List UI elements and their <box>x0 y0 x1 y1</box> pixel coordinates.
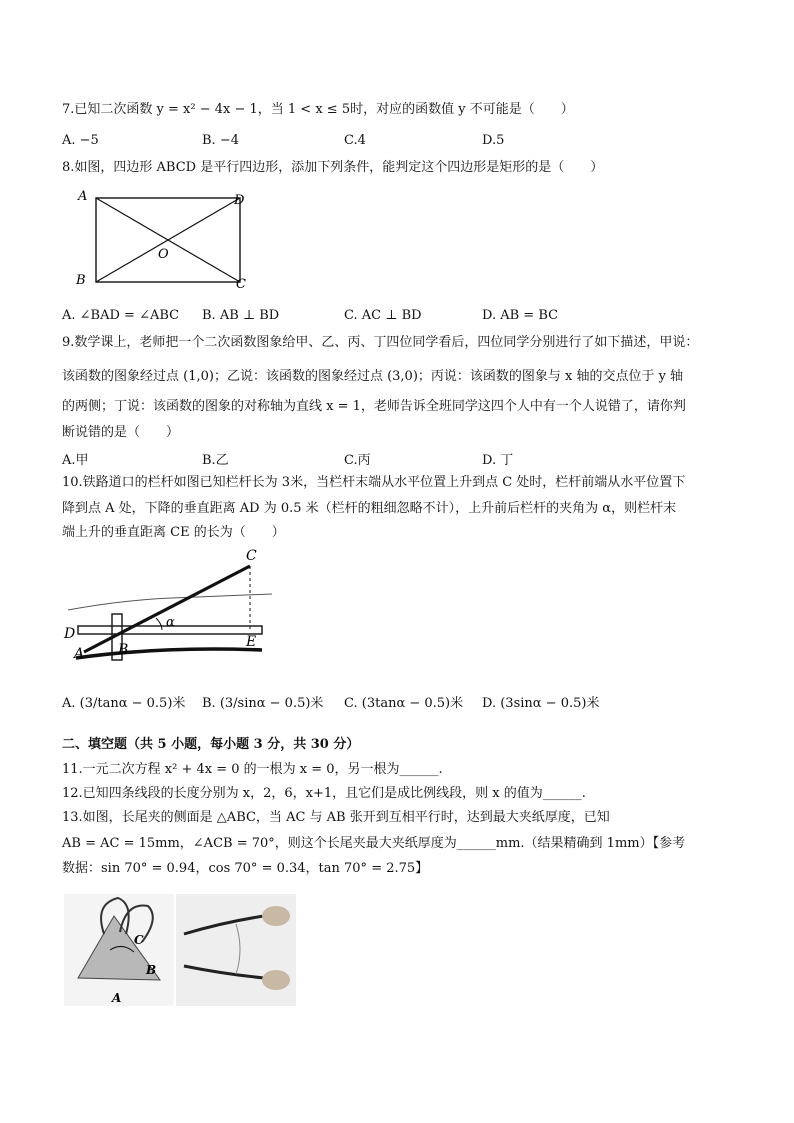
q10-option-c: C. (3tanα − 0.5)米 <box>344 696 464 711</box>
label-b: B <box>118 642 129 658</box>
q10-line-1: 10.铁路道口的栏杆如图已知栏杆长为 3米，当栏杆末端从水平位置上升到点 C 处时，栏杆前端从水平位置下 <box>62 475 686 490</box>
parallelogram-figure <box>70 186 260 290</box>
q10-line-2: 降到点 A 处，下降的垂直距离 AD 为 0.5 米（栏杆的粗细忽略不计），上升前后栏杆的夹角为 α，则栏杆末 <box>62 501 677 516</box>
q10-option-b: B. (3/sinα − 0.5)米 <box>202 696 324 711</box>
label-e: E <box>246 634 257 650</box>
label-b: B <box>76 273 86 288</box>
q7-stem: 7.已知二次函数 y = x² − 4x − 1，当 1 < x ≤ 5时，对应的函数值 y 不可能是（ ） <box>62 102 574 117</box>
q10-option-d: D. (3sinα − 0.5)米 <box>482 696 600 711</box>
label-c: C <box>236 277 246 290</box>
q9-option-a: A.甲 <box>62 453 89 468</box>
q9-line-1: 9.数学课上，老师把一个二次函数图象给甲、乙、丙、丁四位同学看后，四位同学分别进行了如下描述，甲说： <box>62 335 699 350</box>
q11-stem: 11.一元二次方程 x² + 4x = 0 的一根为 x = 0，另一根为______. <box>62 762 443 777</box>
q12-stem: 12.已知四条线段的长度分别为 x，2，6，x+1，且它们是成比例线段，则 x 的值为______. <box>62 786 586 801</box>
q10-line-3: 端上升的垂直距离 CE 的长为（ ） <box>62 525 285 540</box>
q10-option-a: A. (3/tanα − 0.5)米 <box>62 696 186 711</box>
q8-stem: 8.如图，四边形 ABCD 是平行四边形，添加下列条件，能判定这个四边形是矩形的是（ ） <box>62 160 604 175</box>
q8-option-b: B. AB ⊥ BD <box>202 308 280 323</box>
label-d: D <box>234 193 245 208</box>
label-d: D <box>64 626 76 642</box>
q13-line-2: AB = AC = 15mm，∠ACB = 70°，则这个长尾夹最大夹纸厚度为______mm.（结果精确到 1mm）【参考 <box>62 836 686 851</box>
railway-barrier-figure <box>62 546 282 666</box>
q8-option-c: C. AC ⊥ BD <box>344 308 422 323</box>
q10-options <box>62 692 742 710</box>
hand-lower <box>262 970 290 990</box>
ground-line <box>76 649 262 658</box>
q9-option-b: B.乙 <box>202 453 229 468</box>
section-heading: 二、填空题（共 5 小题，每小题 3 分，共 30 分） <box>62 737 360 752</box>
label-b: B <box>146 963 157 977</box>
binder-clip-photos <box>64 894 296 1006</box>
raised-barrier <box>84 566 250 652</box>
q8-options <box>62 308 742 326</box>
label-o: O <box>158 247 169 262</box>
label-a: A <box>74 646 85 662</box>
q7-option-c: C.4 <box>344 133 366 148</box>
q9-options <box>62 449 742 467</box>
q13-line-1: 13.如图，长尾夹的侧面是 △ABC，当 AC 与 AB 张开到互相平行时，达到最大夹纸厚度，已知 <box>62 810 610 825</box>
label-c: C <box>134 933 144 947</box>
q7-option-a: A. −5 <box>62 133 99 148</box>
q7-options <box>62 133 742 151</box>
q9-line-4: 断说错的是（ ） <box>62 425 180 440</box>
q8-option-d: D. AB = BC <box>482 308 559 323</box>
label-a: A <box>78 189 88 204</box>
label-a: A <box>112 991 122 1005</box>
q7-option-d: D.5 <box>482 133 505 148</box>
q9-line-2: 该函数的图象经过点 (1,0)；乙说：该函数的图象经过点 (3,0)；丙说：该函数的图象与 x 轴的交点位于 y 轴 <box>62 369 684 384</box>
q7-option-b: B. −4 <box>202 133 239 148</box>
q9-option-c: C.丙 <box>344 453 371 468</box>
q9-option-d: D. 丁 <box>482 453 514 468</box>
label-alpha: α <box>166 615 175 630</box>
label-c: C <box>246 548 257 564</box>
q9-line-3: 的两侧；丁说：该函数的图象的对称轴为直线 x = 1，老师告诉全班同学这四个人中有一个人说错了，请你判 <box>62 399 686 414</box>
q8-option-a: A. ∠BAD = ∠ABC <box>62 308 180 323</box>
q13-line-3: 数据：sin 70° = 0.94，cos 70° = 0.34，tan 70° = 2.75】 <box>62 861 429 876</box>
angle-arc <box>156 618 162 630</box>
hand-upper <box>262 906 290 926</box>
